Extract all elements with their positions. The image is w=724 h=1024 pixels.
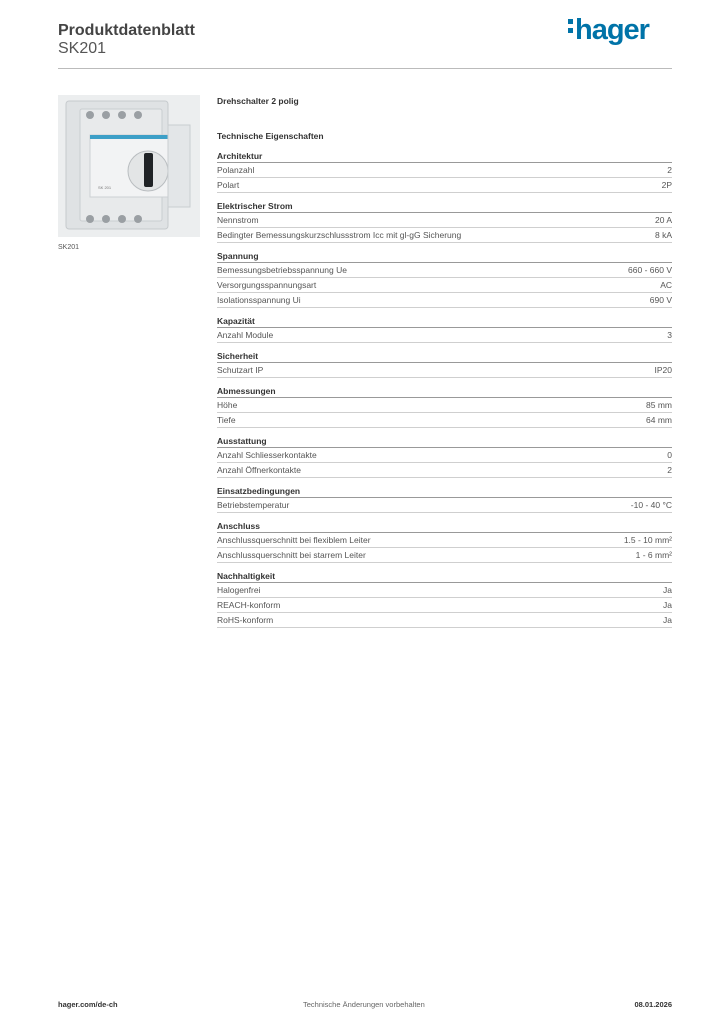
group-title: Ausstattung [217, 435, 672, 448]
group-title: Einsatzbedingungen [217, 485, 672, 498]
spec-value: 1.5 - 10 mm² [623, 535, 672, 545]
hager-logo: hager [568, 14, 649, 47]
spec-label: Höhe [217, 400, 238, 410]
spec-value: Ja [663, 585, 672, 595]
spec-label: Polanzahl [217, 165, 255, 175]
spec-table [217, 95, 672, 628]
spec-value: 85 mm [646, 400, 672, 410]
spec-label: Isolationsspannung Ui [217, 295, 301, 305]
page-title: Produktdatenblatt [58, 22, 195, 39]
spec-value: 1 - 6 mm² [635, 550, 672, 560]
product-description: Drehschalter 2 polig [217, 96, 299, 106]
spec-value: -10 - 40 °C [630, 500, 672, 510]
spec-row [217, 163, 672, 178]
spec-label: Anschlussquerschnitt bei starrem Leiter [217, 550, 366, 560]
group-title: Elektrischer Strom [217, 200, 672, 213]
spec-value: 2 [667, 165, 672, 175]
spec-group [217, 485, 672, 513]
spec-row [217, 498, 672, 513]
spec-label: Betriebstemperatur [217, 500, 290, 510]
spec-row [217, 228, 672, 243]
spec-label: Bedingter Bemessungskurzschlussstrom Icc mit gl-gG Sicherung [217, 230, 462, 240]
footer-notice: Technische Änderungen vorbehalten [303, 1000, 425, 1009]
spec-label: Polart [217, 180, 240, 190]
spec-row [217, 448, 672, 463]
spec-group [217, 315, 672, 343]
image-caption: SK201 [58, 244, 80, 251]
spec-row [217, 213, 672, 228]
spec-group [217, 350, 672, 378]
spec-row [217, 178, 672, 193]
spec-value: 660 - 660 V [628, 265, 672, 275]
spec-value: AC [660, 280, 672, 290]
spec-label: Anzahl Module [217, 330, 274, 340]
group-title: Architektur [217, 150, 672, 163]
spec-label: Anzahl Schliesserkontakte [217, 450, 317, 460]
spec-value: 3 [667, 330, 672, 340]
spec-row [217, 278, 672, 293]
spec-label: Schutzart IP [217, 365, 264, 375]
group-title: Abmessungen [217, 385, 672, 398]
spec-row [217, 398, 672, 413]
product-image [58, 95, 200, 237]
spec-label: Halogenfrei [217, 585, 261, 595]
svg-text:SK 201: SK 201 [98, 185, 112, 190]
group-title: Anschluss [217, 520, 672, 533]
spec-groups [217, 150, 672, 628]
group-title: Nachhaltigkeit [217, 570, 672, 583]
header-divider [58, 68, 672, 69]
spec-value: Ja [663, 615, 672, 625]
spec-label: RoHS-konform [217, 615, 274, 625]
spec-row [217, 463, 672, 478]
spec-group [217, 250, 672, 308]
spec-label: Versorgungsspannungsart [217, 280, 317, 290]
spec-label: REACH-konform [217, 600, 281, 610]
spec-row [217, 328, 672, 343]
spec-label: Bemessungsbetriebsspannung Ue [217, 265, 347, 275]
spec-row [217, 533, 672, 548]
spec-label: Tiefe [217, 415, 236, 425]
spec-value: 2P [661, 180, 672, 190]
spec-row [217, 413, 672, 428]
footer-date: 08.01.2026 [634, 1000, 672, 1009]
spec-group [217, 520, 672, 563]
spec-group [217, 435, 672, 478]
spec-row [217, 293, 672, 308]
group-title: Sicherheit [217, 350, 672, 363]
spec-value: 690 V [649, 295, 672, 305]
spec-group [217, 385, 672, 428]
spec-value: 20 A [654, 215, 672, 225]
product-code: SK201 [58, 40, 107, 57]
spec-row [217, 363, 672, 378]
spec-value: 8 kA [654, 230, 672, 240]
footer-website-link[interactable]: hager.com/de-ch [58, 1000, 118, 1009]
spec-label: Anzahl Öffnerkontakte [217, 465, 301, 475]
spec-label: Nennstrom [217, 215, 259, 225]
spec-value: 2 [667, 465, 672, 475]
spec-value: Ja [663, 600, 672, 610]
spec-value: IP20 [654, 365, 672, 375]
spec-group [217, 150, 672, 193]
group-title: Spannung [217, 250, 672, 263]
spec-label: Anschlussquerschnitt bei flexiblem Leiter [217, 535, 371, 545]
group-title: Kapazität [217, 315, 672, 328]
spec-group [217, 570, 672, 628]
spec-row [217, 263, 672, 278]
spec-value: 0 [667, 450, 672, 460]
section-heading: Technische Eigenschaften [217, 131, 324, 141]
spec-row [217, 548, 672, 563]
spec-group [217, 200, 672, 243]
spec-row [217, 613, 672, 628]
spec-value: 64 mm [646, 415, 672, 425]
spec-row [217, 583, 672, 598]
spec-row [217, 598, 672, 613]
